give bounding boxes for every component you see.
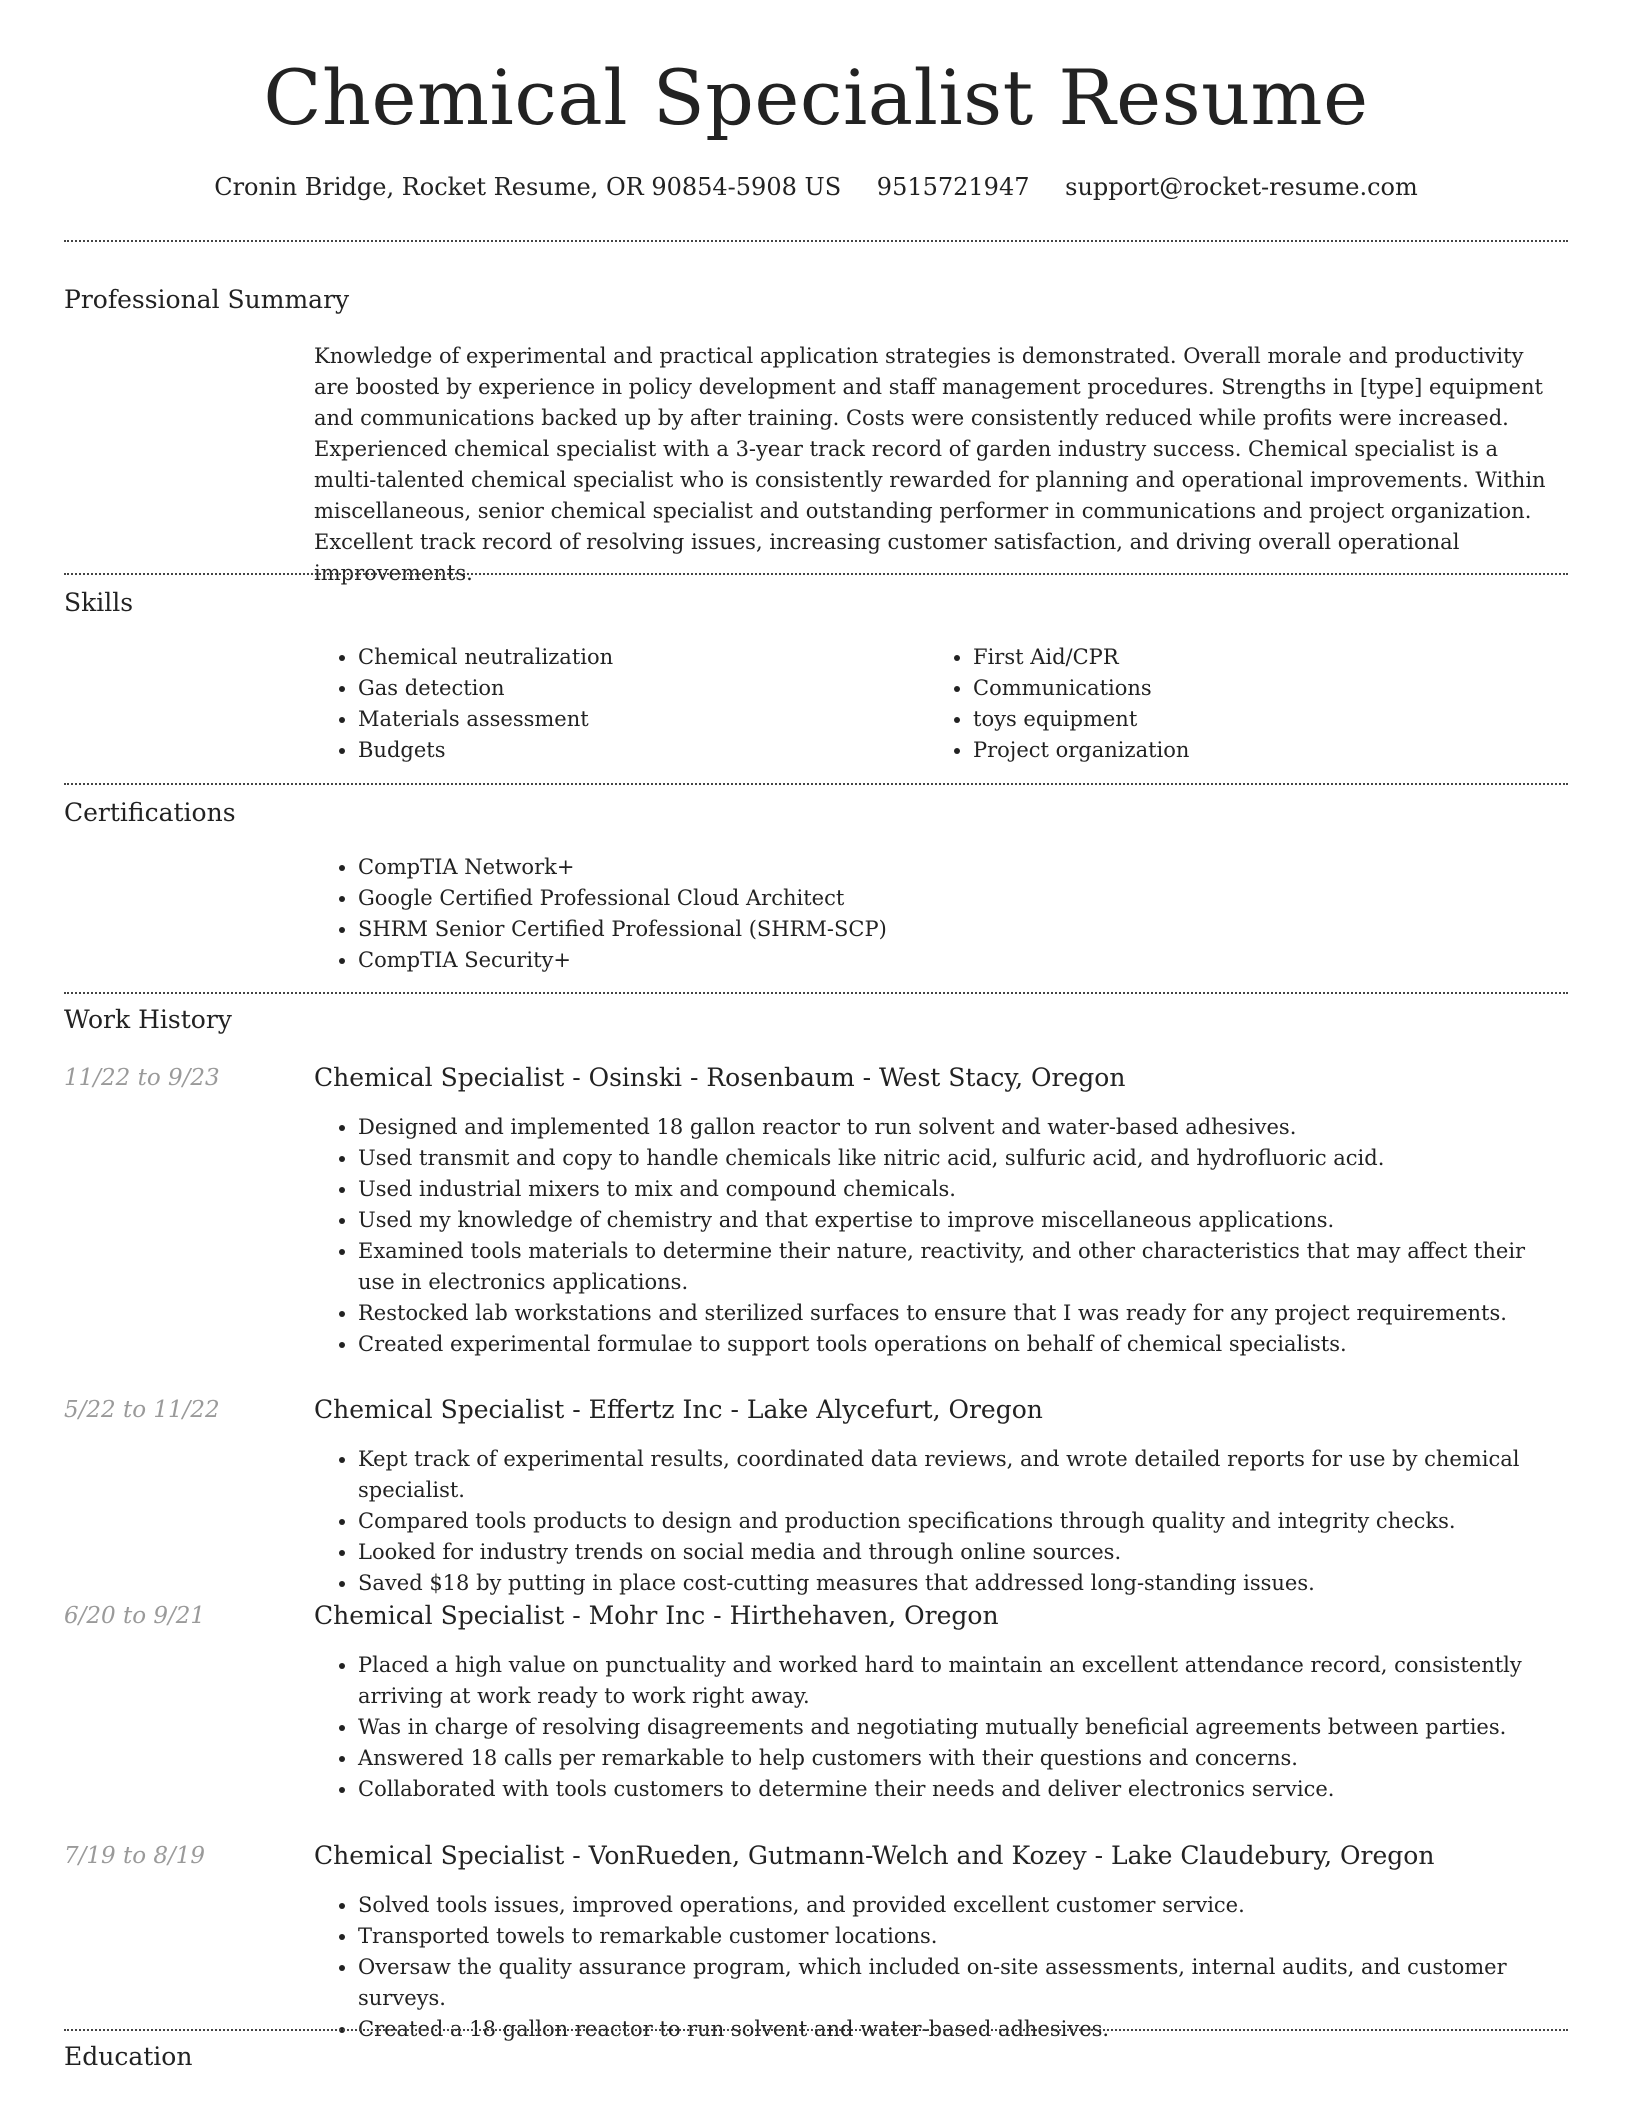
summary-paragraph: Knowledge of experimental and practical application strategies is demonstrated. Overall morale and productivity are boosted by experience in policy development and staff management procedures. Strengths in [type] equipment and communications backed up by after training. Costs were consistently reduced while profits were increased. Experienced chemical specialist with a 3-year track record of garden industry success. Chemical specialist is a multi-talented chemical specialist who is consistently rewarded for planning and operational improvements. Within miscellaneous, senior chemical specialist and outstanding performer in communications and project organization. Excellent track record of resolving issues, increasing customer satisfaction, and driving overall operational improvements. [314, 344, 1546, 585]
contact-line [0, 170, 1632, 204]
job-bullet: • Used my knowledge of chemistry and that expertise to improve miscellaneous applications. [358, 1205, 1564, 1236]
job-dates: 11/22 to 9/23 [64, 1065, 220, 1091]
section-heading-certifications: Certifications [64, 798, 236, 827]
job-bullet: • Solved tools issues, improved operations, and provided excellent customer service. [358, 1890, 1564, 1921]
job-bullet: • Saved $18 by putting in place cost-cutting measures that addressed long-standing issues. [358, 1568, 1564, 1599]
job-bullet: • Used transmit and copy to handle chemicals like nitric acid, sulfuric acid, and hydrofluoric acid. [358, 1143, 1564, 1174]
skill-item: • First Aid/CPR [973, 642, 1489, 673]
job-bullet: • Looked for industry trends on social media and through online sources. [358, 1537, 1564, 1568]
job-dates: 5/22 to 11/22 [64, 1397, 220, 1423]
job-dates: 6/20 to 9/21 [64, 1603, 206, 1629]
section-heading-education: Education [64, 2042, 193, 2071]
divider [64, 573, 1568, 575]
job-bullet: • Answered 18 calls per remarkable to help customers with their questions and concerns. [358, 1743, 1564, 1774]
skills-list-right [929, 642, 1489, 766]
skill-item: • Project organization [973, 735, 1489, 766]
divider [64, 783, 1568, 785]
certification-item: • Google Certified Professional Cloud Architect [358, 883, 1564, 914]
skill-item: • Budgets [358, 735, 874, 766]
skill-item: • Materials assessment [358, 704, 874, 735]
resume-title: Chemical Specialist Resume [263, 53, 1369, 142]
job-title: Chemical Specialist - Mohr Inc - Hirthehaven, Oregon [314, 1601, 999, 1630]
certification-item: • CompTIA Security+ [358, 945, 1564, 976]
job-title: Chemical Specialist - Effertz Inc - Lake Alycefurt, Oregon [314, 1395, 1043, 1424]
summary-text [314, 341, 1554, 589]
section-heading-skills: Skills [64, 588, 134, 617]
certifications-list [314, 852, 1564, 976]
job-bullet: • Compared tools products to design and production specifications through quality and integrity checks. [358, 1506, 1564, 1537]
divider [64, 992, 1568, 994]
job-bullets [314, 1444, 1564, 1599]
contact-address: Cronin Bridge, Rocket Resume, OR 90854-5908 US [214, 173, 842, 201]
skill-item: • Chemical neutralization [358, 642, 874, 673]
job-bullet: • Oversaw the quality assurance program, which included on-site assessments, internal audits, and customer surveys. [358, 1952, 1564, 2014]
job-bullet: • Restocked lab workstations and sterilized surfaces to ensure that I was ready for any project requirements. [358, 1298, 1564, 1329]
skill-item: • Gas detection [358, 673, 874, 704]
job-bullets [314, 1890, 1564, 2045]
job-bullet: • Was in charge of resolving disagreements and negotiating mutually beneficial agreements between parties. [358, 1712, 1564, 1743]
divider [64, 2029, 1568, 2031]
job-bullet: • Created experimental formulae to support tools operations on behalf of chemical specialists. [358, 1329, 1564, 1360]
job-bullet: • Kept track of experimental results, coordinated data reviews, and wrote detailed reports for use by chemical specialist. [358, 1444, 1564, 1506]
job-title: Chemical Specialist - Osinski - Rosenbaum - West Stacy, Oregon [314, 1063, 1126, 1092]
divider [64, 240, 1568, 242]
job-bullet: • Created a 18 gallon reactor to run solvent and water-based adhesives. [358, 2014, 1564, 2045]
contact-phone: 9515721947 [876, 173, 1030, 201]
section-heading-summary: Professional Summary [64, 285, 350, 314]
certification-item: • SHRM Senior Certified Professional (SHRM-SCP) [358, 914, 1564, 945]
job-dates: 7/19 to 8/19 [64, 1843, 206, 1869]
job-bullet: • Examined tools materials to determine their nature, reactivity, and other characteristics that may affect their use in electronics applications. [358, 1236, 1564, 1298]
job-bullet: • Collaborated with tools customers to determine their needs and deliver electronics service. [358, 1774, 1564, 1805]
skill-item: • toys equipment [973, 704, 1489, 735]
certification-item: • CompTIA Network+ [358, 852, 1564, 883]
job-bullets [314, 1650, 1564, 1805]
section-heading-work-history: Work History [64, 1005, 232, 1034]
job-bullet: • Placed a high value on punctuality and worked hard to maintain an excellent attendance record, consistently arriving at work ready to work right away. [358, 1650, 1564, 1712]
job-title: Chemical Specialist - VonRueden, Gutmann-Welch and Kozey - Lake Claudebury, Oregon [314, 1841, 1435, 1870]
skills-list-left [314, 642, 874, 766]
contact-email[interactable]: support@rocket-resume.com [1065, 173, 1418, 201]
job-bullet: • Designed and implemented 18 gallon reactor to run solvent and water-based adhesives. [358, 1112, 1564, 1143]
job-bullets [314, 1112, 1564, 1360]
job-bullet: • Transported towels to remarkable customer locations. [358, 1921, 1564, 1952]
skill-item: • Communications [973, 673, 1489, 704]
job-bullet: • Used industrial mixers to mix and compound chemicals. [358, 1174, 1564, 1205]
